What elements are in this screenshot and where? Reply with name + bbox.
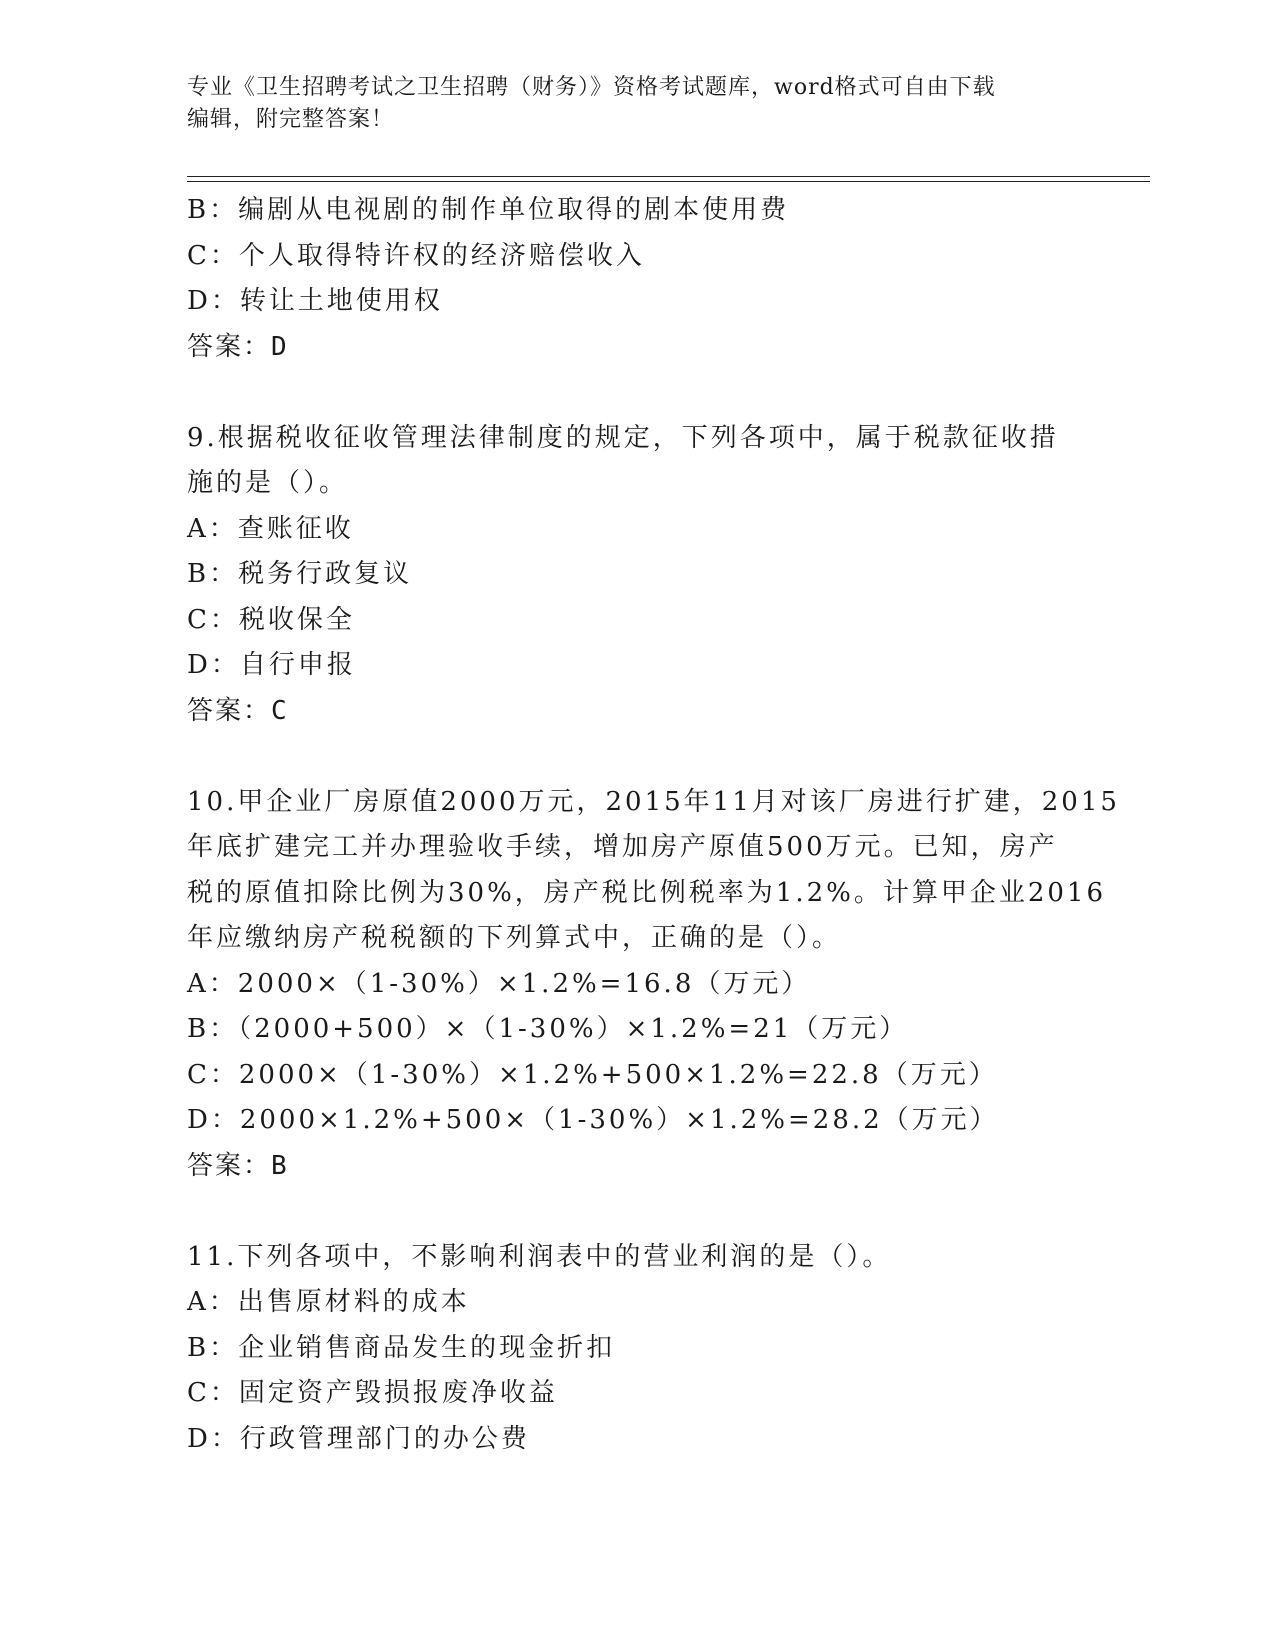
spacer [187,370,1087,416]
q8-option-b: B：编剧从电视剧的制作单位取得的剧本使用费 [187,195,790,225]
q8-option-d: D：转让土地使用权 [187,286,443,316]
question-10-block [187,780,1120,1190]
q8-answer-label: 答案： [187,331,272,362]
q10-answer [187,1144,1087,1190]
document-header [187,72,1087,136]
q9-answer-value: C [271,695,289,726]
spacer [187,734,1087,780]
q11-option-a: A：出售原材料的成本 [187,1287,470,1317]
q10-stem-line-2: 年底扩建完工并办理验收手续，增加房产原值500万元。已知，房产 [187,832,1058,862]
q8-answer [187,325,1087,371]
header-divider-top [187,176,1150,177]
q9-option-a: A：查账征收 [187,513,354,544]
q9-option-c: C：税收保全 [187,604,355,635]
q10-option-a: A：2000×（1-30%）×1.2%=16.8（万元） [187,968,811,999]
q10-stem-line-1: 10.甲企业厂房原值2000万元，2015年11月对该厂房进行扩建，2015 [187,786,1120,817]
question-8-block [187,188,1087,370]
q10-option-c: C：2000×（1-30%）×1.2%+500×1.2%=22.8（万元） [187,1059,998,1090]
q10-answer-value: B [271,1150,289,1181]
q11-option-d: D：行政管理部门的办公费 [187,1423,530,1454]
q11-option-c: C：固定资产毁损报废净收益 [187,1378,558,1408]
q10-option-d: D：2000×1.2%+500×（1-30%）×1.2%=28.2（万元） [187,1105,999,1135]
q9-stem-line-1: 9.根据税收征收管理法律制度的规定，下列各项中，属于税款征收措 [187,422,1059,453]
q10-option-b: B：（2000+500）×（1-30%）×1.2%=21（万元） [187,1014,909,1044]
q11-option-b: B：企业销售商品发生的现金折扣 [187,1332,616,1363]
question-11-block [187,1235,1087,1463]
q10-stem-line-4: 年应缴纳房产税税额的下列算式中，正确的是（）。 [187,923,842,953]
q9-answer-label: 答案： [187,695,272,726]
q8-answer-value: D [271,331,289,362]
q10-answer-label: 答案： [187,1150,272,1181]
q9-option-b: B：税务行政复议 [187,559,413,589]
spacer [187,1189,1087,1235]
q10-stem-line-3: 税的原值扣除比例为30%，房产税比例税率为1.2%。计算甲企业2016 [187,877,1107,908]
q9-stem-line-2: 施的是（）。 [187,468,349,498]
header-line-2: 编辑，附完整答案！ [187,107,395,132]
q9-option-d: D：自行申报 [187,650,356,680]
q8-option-c: C：个人取得特许权的经济赔偿收入 [187,240,645,271]
question-9-block [187,416,1087,735]
q9-answer [187,689,1087,735]
header-line-1: 专业《卫生招聘考试之卫生招聘（财务）》资格考试题库，word格式可自由下载 [187,75,996,100]
question-list [187,188,1120,1462]
q11-stem-line-1: 11.下列各项中，不影响利润表中的营业利润的是（）。 [187,1241,892,1272]
header-divider-bottom [187,181,1150,182]
